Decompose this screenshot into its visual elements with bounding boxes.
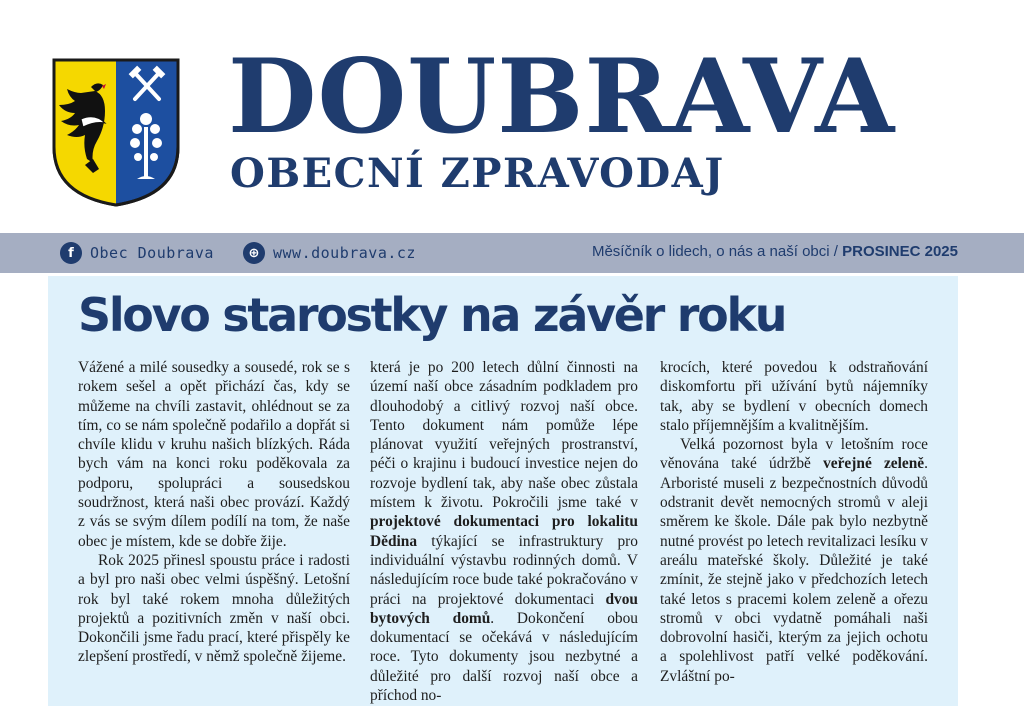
paragraph: Vážené a milé sousedky a sousedé, rok se s rokem sešel a opět přichází čas, kdy se můžeme na chvíli zastavit, ohlédnout se za tím, co se nám společně podařilo a dopřát si chvíle klidu v kruhu našich blízkých. Ráda bych vám na konci roku poděkovala za podporu, spolupráci a sousedskou soudržnost, která naši obec provází. Každý z vás se svým dílem podílí na tom, že naše obec je místem, kde se dobře žije.	[78, 359, 350, 550]
coat-of-arms-icon	[51, 57, 181, 207]
website-link[interactable]	[243, 240, 416, 266]
paragraph	[660, 435, 928, 686]
bold-text: projektové dokumentaci pro lokalitu Dědina	[370, 513, 638, 550]
paragraph	[370, 358, 638, 705]
masthead	[0, 0, 1024, 232]
tagline-text: Měsíčník o lidech, o nás a naší obci /	[591, 243, 838, 260]
bold-text: veřejné zeleně	[823, 455, 925, 473]
issue-date: PROSINEC 2025	[842, 243, 958, 260]
paragraph: Rok 2025 přinesl spoustu práce i radosti a byl pro naši obec velmi úspěšný. Letošní rok byl také rokem mnoha důležitých projektů a pozitivních změn v naší obci. Dokončili jsme řadu prací, které přispěly ke zlepšení prostředí, v němž společně žijeme.	[78, 551, 350, 666]
bold-text: dvou bytových domů	[370, 590, 638, 627]
text-run: která je po 200 letech důlní činnosti na území naší obce zásadním podkladem pro dlouhodobý a citlivý rozvoj naší obce. Tento dokument nám pomůže lépe plánovat využití veřejných prostranství, péči o krajinu i budoucí investice nejen do rozvoje bydlení tak, aby naše obec zůstala místem k životu. Pokročili jsme také v	[370, 359, 638, 512]
article-headline: Slovo starostky na závěr roku	[78, 288, 786, 342]
info-bar	[0, 233, 1024, 273]
facebook-icon: f	[60, 242, 82, 264]
globe-icon: ⊕	[243, 242, 265, 264]
website-text: www.doubrava.cz	[273, 244, 416, 262]
newsletter-title: DOUBRAVA	[228, 37, 896, 157]
facebook-text: Obec Doubrava	[90, 244, 214, 262]
article	[48, 276, 958, 706]
issue-tagline	[592, 243, 958, 260]
article-column-2	[370, 358, 638, 705]
article-column-3	[660, 358, 928, 686]
facebook-link[interactable]	[60, 240, 214, 266]
text-run: týkající se infrastruktury pro individuální výstavbu rodinných domů. V následujícím roce bude také pokračováno v práci na projektové dokumentaci	[370, 532, 638, 608]
paragraph: krocích, které povedou k odstraňování diskomfortu při užívání bytů nájemníky tak, aby se bydlení v obecních domech stalo příjemnějším a kvalitnějším.	[660, 359, 928, 434]
text-run: Velká pozornost byla v letošním roce věnována také údržbě	[660, 436, 928, 473]
article-column-1	[78, 358, 350, 667]
text-run: . Arboristé museli z bezpečnostních důvodů odstranit devět nemocných stromů v aleji směrem ke škole. Dále pak bylo nezbytně nutné provést po letech revitalizaci lesíku v areálu mateřské školy. Důležité je také zmínit, že stejně jako v předchozích letech také letos s pracemi kolem zeleně a ořezu stromů v obci vydatně pomáhali naši dobrovolní hasiči, kterým za jejich ochotu a spolehlivost patří velké poděkování. Zvláštní po-	[660, 455, 928, 685]
text-run: . Dokončení obou dokumentací se očekává v následujícím roce. Tyto dokumenty jsou nezbytné a důležité pro další rozvoj naší obce a příchod no-	[370, 609, 638, 705]
newsletter-subtitle: OBECNÍ ZPRAVODAJ	[230, 150, 725, 197]
